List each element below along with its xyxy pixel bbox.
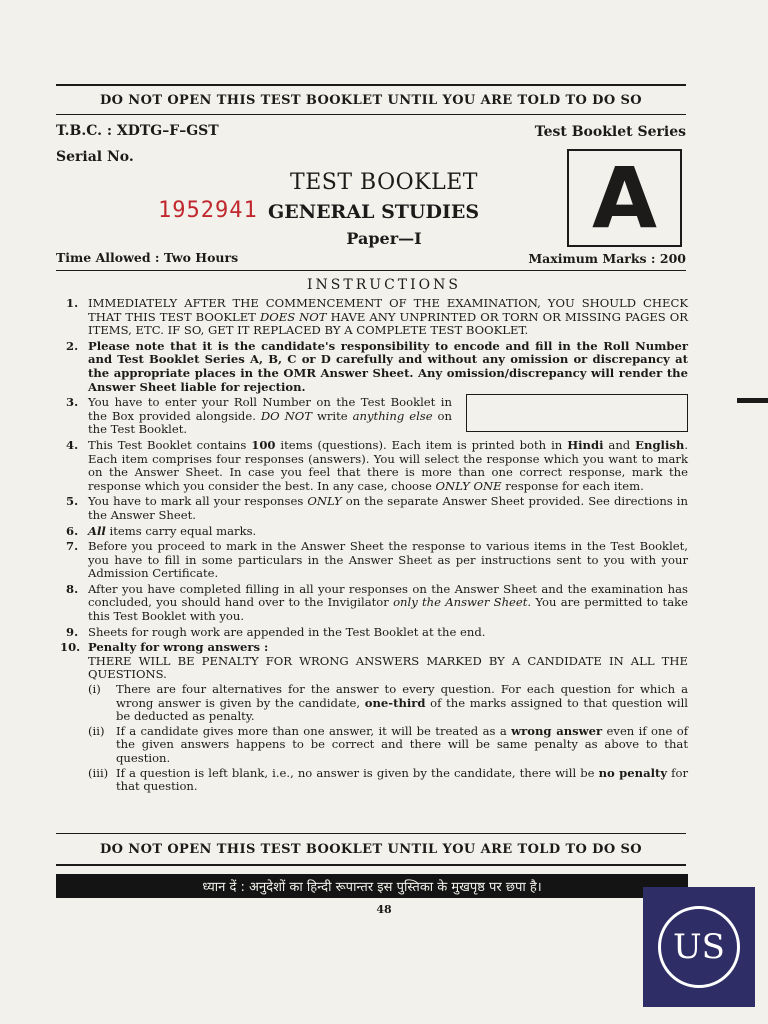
- time-allowed: Time Allowed : Two Hours: [56, 250, 239, 265]
- booklet-title: TEST BOOKLET: [290, 170, 478, 195]
- hindi-note-bar: [56, 874, 688, 898]
- instructions-heading: INSTRUCTIONS: [307, 277, 461, 293]
- maximum-marks: Maximum Marks : 200: [528, 251, 686, 266]
- instruction-2: 2. Please note that it is the candidate's responsibility to encode and fill in the Roll Number and Test Booklet Series A, B, C or D carefully and without any omission or discrepancy at the appropriate places in the OMR Answer Sheet. Any omission/discrepancy will render the Answer Sheet liable for rejection.: [66, 338, 688, 394]
- hindi-note: ध्यान दें : अनुदेशों का हिन्दी रूपान्तर इस पुस्तिका के मुखपृष्ठ पर छपा है।: [202, 880, 542, 895]
- instructions-list: [56, 297, 688, 796]
- penalty-sub-1: (i) There are four alternatives for the answer to every question. For each question for which a wrong answer is given by the candidate, one-third of the marks assigned to that question will be deducted as penalty.: [88, 682, 688, 724]
- paper-title: Paper—I: [346, 229, 422, 248]
- series-label: Test Booklet Series: [534, 124, 686, 140]
- instruction-5: 5. You have to mark all your responses ONLY on the separate Answer Sheet provided. See directions in the Answer Sheet.: [66, 494, 688, 522]
- penalty-sub-3: (iii) If a question is left blank, i.e., no answer is given by the candidate, there will be no penalty for that question.: [88, 765, 688, 794]
- instruction-6: 6. All items carry equal marks.: [66, 523, 257, 538]
- serial-label: Serial No.: [56, 149, 134, 165]
- instruction-4: 4. This Test Booklet contains 100 items (questions). Each item is printed both in Hindi and English. Each item comprises four responses (answers). You will select the response which you want to mark on the Answer Sheet. In case you feel that there is more than one correct response, mark the response which you consider the best. In any case, choose ONLY ONE response for each item.: [66, 437, 688, 493]
- penalty-title: Penalty for wrong answers :: [88, 640, 269, 655]
- header-rule: [56, 270, 686, 271]
- page-number: 48: [376, 903, 392, 916]
- top-warning-banner: DO NOT OPEN THIS TEST BOOKLET UNTIL YOU ARE TOLD TO DO SO: [99, 93, 643, 108]
- instruction-1: 1. IMMEDIATELY AFTER THE COMMENCEMENT OF THE EXAMINATION, YOU SHOULD CHECK THAT THIS TEST BOOKLET DOES NOT HAVE ANY UNPRINTED OR TORN OR MISSING PAGES OR ITEMS, ETC. IF SO, GET IT REPLACED BY A COMPLETE TEST BOOKLET.: [66, 296, 688, 338]
- us-logo-text: US: [673, 927, 725, 967]
- serial-number: 1952941: [158, 198, 258, 223]
- instruction-7: 7. Before you proceed to mark in the Answer Sheet the response to various items in the Test Booklet, you have to fill in some particulars in the Answer Sheet as per instructions sent to you with your Admission Certificate.: [66, 539, 688, 581]
- penalty-text: THERE WILL BE PENALTY FOR WRONG ANSWERS MARKED BY A CANDIDATE IN ALL THE QUESTIONS.: [88, 653, 688, 682]
- tbc-code: T.B.C. : XDTG–F–GST: [56, 123, 219, 139]
- us-logo: [643, 887, 755, 1007]
- penalty-sub-2: (ii) If a candidate gives more than one answer, it will be treated as a wrong answer even if one of the given answers happens to be correct and there will be same penalty as above to that question.: [88, 723, 689, 765]
- us-logo-ring: [658, 906, 740, 988]
- bottom-rule: [56, 864, 686, 866]
- roll-number-box[interactable]: [466, 394, 688, 432]
- instruction-3: 3. You have to enter your Roll Number on the Test Booklet in the Box provided alongside. DO NOT write anything else on the Test Booklet.: [56, 396, 688, 437]
- bottom-warning-banner: DO NOT OPEN THIS TEST BOOKLET UNTIL YOU ARE TOLD TO DO SO: [99, 842, 643, 857]
- top-rule-lower: [56, 114, 686, 115]
- instruction-9: 9. Sheets for rough work are appended in the Test Booklet at the end.: [66, 624, 486, 639]
- edge-mark: [737, 398, 768, 403]
- series-letter-box: A: [567, 149, 682, 247]
- top-rule: [56, 84, 686, 86]
- instruction-8: 8. After you have completed filling in all your responses on the Answer Sheet and the examination has concluded, you should hand over to the Invigilator only the Answer Sheet. You are permitted to take this Test Booklet with you.: [66, 581, 688, 624]
- instruction-10: 10. Penalty for wrong answers : THERE WILL BE PENALTY FOR WRONG ANSWERS MARKED BY A CANDIDATE IN ALL THE QUESTIONS. (i) There are four alternatives for the answer to every question. For each question for which a wrong answer is given by the candidate, one-third of the marks assigned to that question will be deducted as penalty. (ii) If a candidate gives more than one answer, it will be treated as a wrong answer even if one of the given answers happens to be correct and there will be same penalty as above to that question. (iii) If a question is left blank, i.e., no answer is given by the candidate, there will be no penalty for that question.: [60, 640, 689, 794]
- bottom-rule-upper: [56, 833, 686, 834]
- subject-title: GENERAL STUDIES: [268, 201, 480, 223]
